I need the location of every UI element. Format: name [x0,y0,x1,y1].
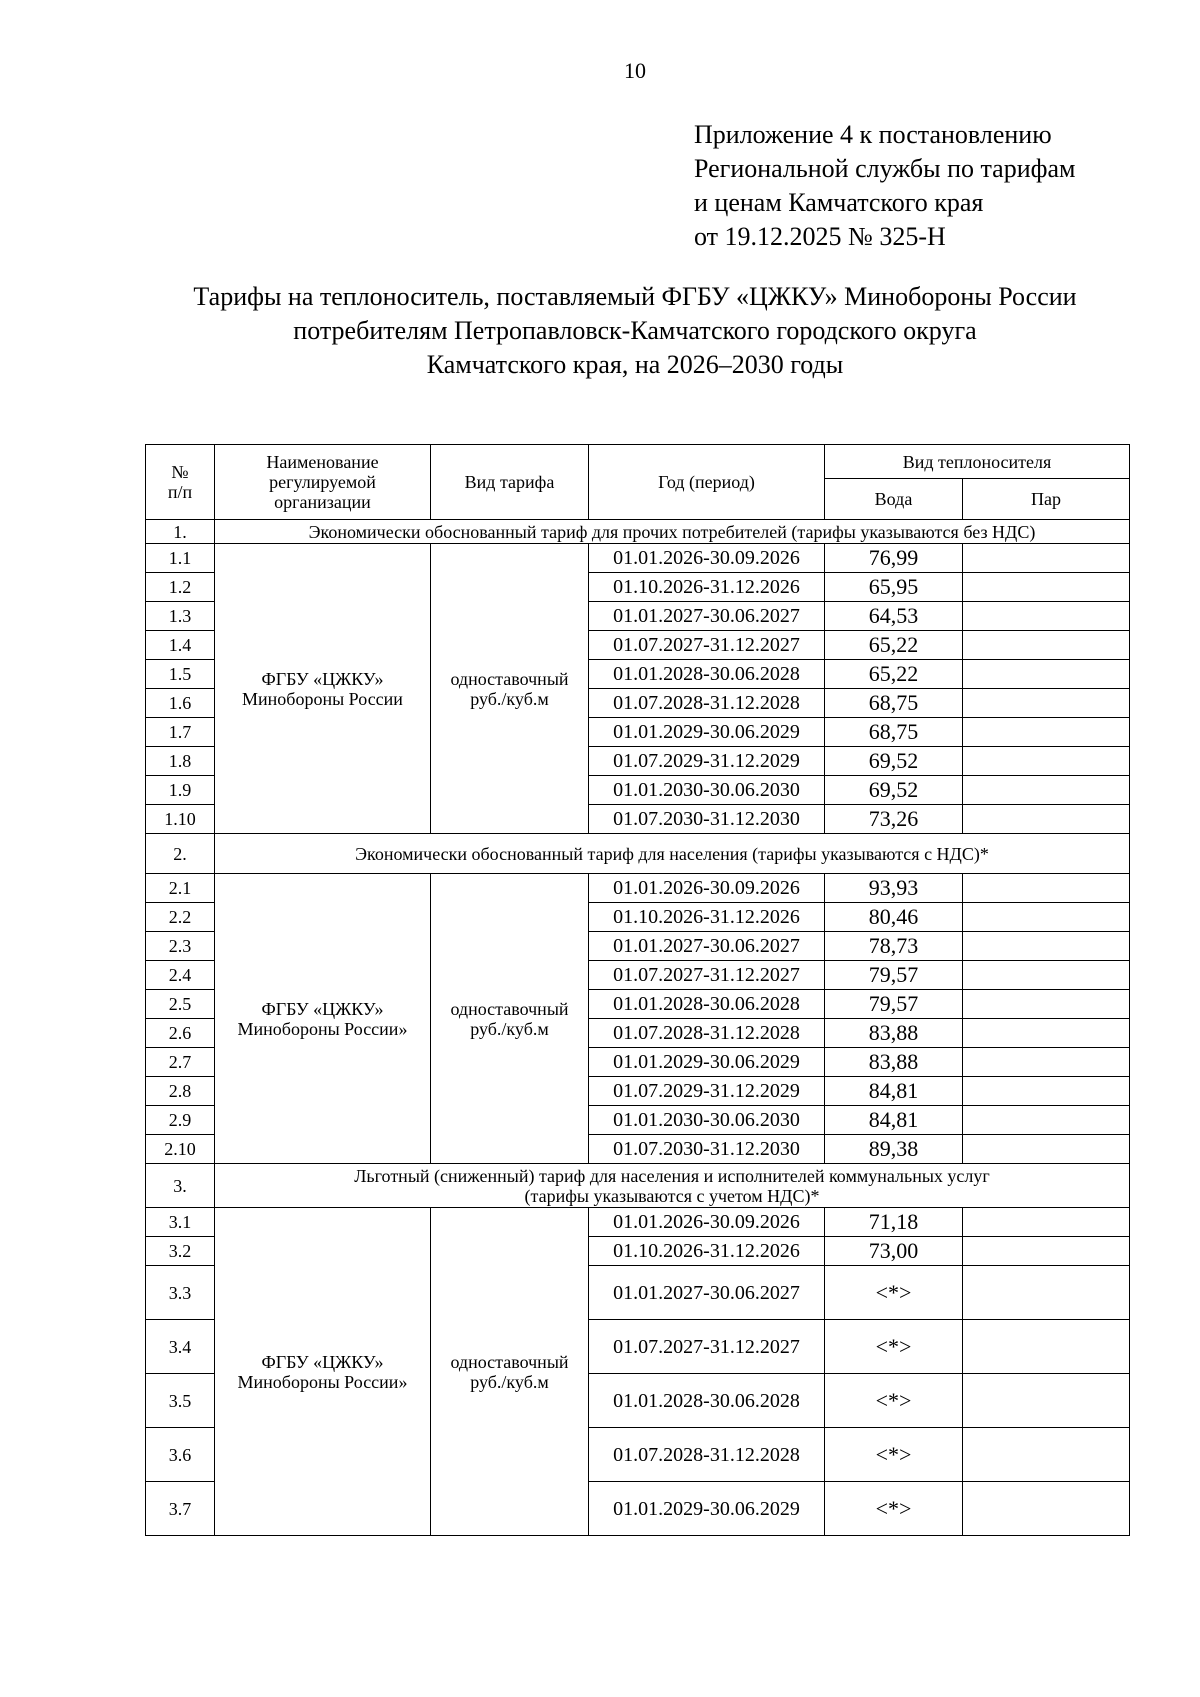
header-org-line: регулируемой [269,472,376,492]
period-cell: 01.01.2028-30.06.2028 [589,660,825,689]
water-value-cell: 83,88 [825,1048,963,1077]
row-number: 1.8 [146,747,215,776]
steam-value-cell [963,602,1130,631]
steam-value-cell [963,573,1130,602]
organization-cell [215,544,431,834]
row-number: 3.6 [146,1428,215,1482]
steam-value-cell [963,1320,1130,1374]
row-number: 2.5 [146,990,215,1019]
row-number: 2.4 [146,961,215,990]
steam-value-cell [963,1482,1130,1536]
period-cell: 01.01.2027-30.06.2027 [589,932,825,961]
period-cell: 01.10.2026-31.12.2026 [589,1237,825,1266]
water-value-cell: 84,81 [825,1077,963,1106]
water-value-cell: 71,18 [825,1208,963,1237]
row-number: 1.4 [146,631,215,660]
row-number: 2.10 [146,1135,215,1164]
tariff-type-line: одноставочный [450,668,569,689]
row-number: 1.6 [146,689,215,718]
steam-value-cell [963,1237,1130,1266]
period-cell: 01.07.2030-31.12.2030 [589,805,825,834]
organization-cell [215,874,431,1164]
steam-value-cell [963,1374,1130,1428]
period-cell: 01.01.2029-30.06.2029 [589,1482,825,1536]
water-value-cell: 64,53 [825,602,963,631]
steam-value-cell [963,961,1130,990]
appendix-line: Региональной службы по тарифам [694,154,1076,183]
header-steam: Пар [963,479,1130,520]
water-value-cell: 68,75 [825,689,963,718]
header-num-line: № [171,462,189,482]
tariff-type-line: одноставочный [450,1351,569,1372]
section-title-line: Экономически обоснованный тариф для прочих потребителей (тарифы указываются без НДС) [308,521,1036,542]
tariff-type-cell [431,1208,589,1536]
period-cell: 01.10.2026-31.12.2026 [589,903,825,932]
period-cell: 01.01.2030-30.06.2030 [589,776,825,805]
tariff-type-cell [431,544,589,834]
water-value-cell: 93,93 [825,874,963,903]
steam-value-cell [963,1077,1130,1106]
water-value-cell: 78,73 [825,932,963,961]
steam-value-cell [963,1106,1130,1135]
row-number: 1.3 [146,602,215,631]
water-value-cell: <*> [825,1266,963,1320]
steam-value-cell [963,747,1130,776]
row-number: 2.7 [146,1048,215,1077]
organization-line: Минобороны России» [237,1018,408,1039]
page-number: 10 [624,58,646,83]
appendix-line: Приложение 4 к постановлению [694,120,1052,149]
row-number: 2.8 [146,1077,215,1106]
section-title [215,1164,1130,1208]
table-row [146,1208,1130,1237]
steam-value-cell [963,1208,1130,1237]
period-cell: 01.07.2027-31.12.2027 [589,961,825,990]
row-number: 1.5 [146,660,215,689]
row-number: 3.3 [146,1266,215,1320]
row-number: 2.3 [146,932,215,961]
row-number: 2.6 [146,1019,215,1048]
appendix-line: и ценам Камчатского края [694,188,984,217]
steam-value-cell [963,660,1130,689]
water-value-cell: 73,00 [825,1237,963,1266]
water-value-cell: 65,22 [825,631,963,660]
table-body [146,520,1130,1536]
row-number: 2.2 [146,903,215,932]
steam-value-cell [963,776,1130,805]
steam-value-cell [963,1135,1130,1164]
row-number: 1.1 [146,544,215,573]
header-num [146,445,215,520]
section-header-row [146,834,1130,874]
water-value-cell: 69,52 [825,747,963,776]
organization-line: ФГБУ «ЦЖКУ» [261,1351,384,1372]
steam-value-cell [963,990,1130,1019]
row-number: 2.9 [146,1106,215,1135]
water-value-cell: 83,88 [825,1019,963,1048]
period-cell: 01.07.2030-31.12.2030 [589,1135,825,1164]
steam-value-cell [963,805,1130,834]
table-header [146,445,1130,520]
period-cell: 01.07.2028-31.12.2028 [589,1428,825,1482]
header-org-line: организации [274,492,371,512]
header-org-line: Наименование [266,452,379,472]
water-value-cell: <*> [825,1320,963,1374]
section-number: 1. [146,520,215,544]
organization-line: Минобороны России [242,688,403,709]
period-cell: 01.07.2027-31.12.2027 [589,631,825,660]
water-value-cell: 80,46 [825,903,963,932]
appendix-note [694,118,1075,254]
period-cell: 01.07.2027-31.12.2027 [589,1320,825,1374]
title-line: Камчатского края, на 2026–2030 годы [426,350,844,379]
steam-value-cell [963,1428,1130,1482]
water-value-cell: 65,22 [825,660,963,689]
table-row [146,544,1130,573]
steam-value-cell [963,1048,1130,1077]
steam-value-cell [963,874,1130,903]
water-value-cell: 69,52 [825,776,963,805]
header-water: Вода [825,479,963,520]
period-cell: 01.07.2029-31.12.2029 [589,1077,825,1106]
period-cell: 01.01.2029-30.06.2029 [589,1048,825,1077]
period-cell: 01.01.2027-30.06.2027 [589,1266,825,1320]
section-title-line: (тарифы указываются с учетом НДС)* [524,1185,820,1206]
organization-line: ФГБУ «ЦЖКУ» [261,998,384,1019]
section-number: 2. [146,834,215,874]
period-cell: 01.10.2026-31.12.2026 [589,573,825,602]
period-cell: 01.01.2026-30.09.2026 [589,1208,825,1237]
header-org [215,445,431,520]
water-value-cell: 65,95 [825,573,963,602]
period-cell: 01.01.2028-30.06.2028 [589,1374,825,1428]
tariff-table [145,444,1130,1536]
row-number: 3.5 [146,1374,215,1428]
water-value-cell: 68,75 [825,718,963,747]
steam-value-cell [963,1266,1130,1320]
section-title-line: Экономически обоснованный тариф для населения (тарифы указываются с НДС)* [355,843,989,864]
row-number: 1.9 [146,776,215,805]
header-carrier: Вид теплоносителя [825,445,1130,479]
water-value-cell: 84,81 [825,1106,963,1135]
organization-cell [215,1208,431,1536]
period-cell: 01.07.2029-31.12.2029 [589,747,825,776]
steam-value-cell [963,631,1130,660]
organization-line: Минобороны России» [237,1371,408,1392]
title-line: Тарифы на теплоноситель, поставляемый ФГБУ «ЦЖКУ» Минобороны России [193,282,1077,311]
period-cell: 01.01.2027-30.06.2027 [589,602,825,631]
period-cell: 01.01.2028-30.06.2028 [589,990,825,1019]
water-value-cell: <*> [825,1374,963,1428]
tariff-type-cell [431,874,589,1164]
water-value-cell: <*> [825,1428,963,1482]
period-cell: 01.01.2029-30.06.2029 [589,718,825,747]
row-number: 3.4 [146,1320,215,1374]
section-number: 3. [146,1164,215,1208]
tariff-type-line: руб./куб.м [470,1371,549,1392]
section-header-row [146,520,1130,544]
header-num-line: п/п [167,482,193,502]
water-value-cell: 89,38 [825,1135,963,1164]
water-value-cell: 73,26 [825,805,963,834]
tariff-type-line: руб./куб.м [470,688,549,709]
row-number: 1.10 [146,805,215,834]
period-cell: 01.01.2026-30.09.2026 [589,544,825,573]
section-title [215,520,1130,544]
organization-line: ФГБУ «ЦЖКУ» [261,668,384,689]
steam-value-cell [963,903,1130,932]
title-line: потребителям Петропавловск-Камчатского городского округа [293,316,977,345]
section-title [215,834,1130,874]
row-number: 3.7 [146,1482,215,1536]
steam-value-cell [963,1019,1130,1048]
row-number: 1.2 [146,573,215,602]
water-value-cell: 79,57 [825,961,963,990]
steam-value-cell [963,544,1130,573]
section-title-line: Льготный (сниженный) тариф для населения и исполнителей коммунальных услуг [354,1165,990,1186]
section-header-row [146,1164,1130,1208]
period-cell: 01.01.2026-30.09.2026 [589,874,825,903]
header-period: Год (период) [589,445,825,520]
row-number: 3.1 [146,1208,215,1237]
row-number: 2.1 [146,874,215,903]
appendix-line: от 19.12.2025 № 325-Н [694,222,946,251]
steam-value-cell [963,932,1130,961]
water-value-cell: <*> [825,1482,963,1536]
period-cell: 01.01.2030-30.06.2030 [589,1106,825,1135]
tariff-type-line: руб./куб.м [470,1018,549,1039]
table-row [146,874,1130,903]
tariff-type-line: одноставочный [450,998,569,1019]
header-tariff-type: Вид тарифа [431,445,589,520]
row-number: 3.2 [146,1237,215,1266]
water-value-cell: 76,99 [825,544,963,573]
period-cell: 01.07.2028-31.12.2028 [589,689,825,718]
water-value-cell: 79,57 [825,990,963,1019]
period-cell: 01.07.2028-31.12.2028 [589,1019,825,1048]
row-number: 1.7 [146,718,215,747]
steam-value-cell [963,689,1130,718]
steam-value-cell [963,718,1130,747]
document-title [0,280,1200,382]
